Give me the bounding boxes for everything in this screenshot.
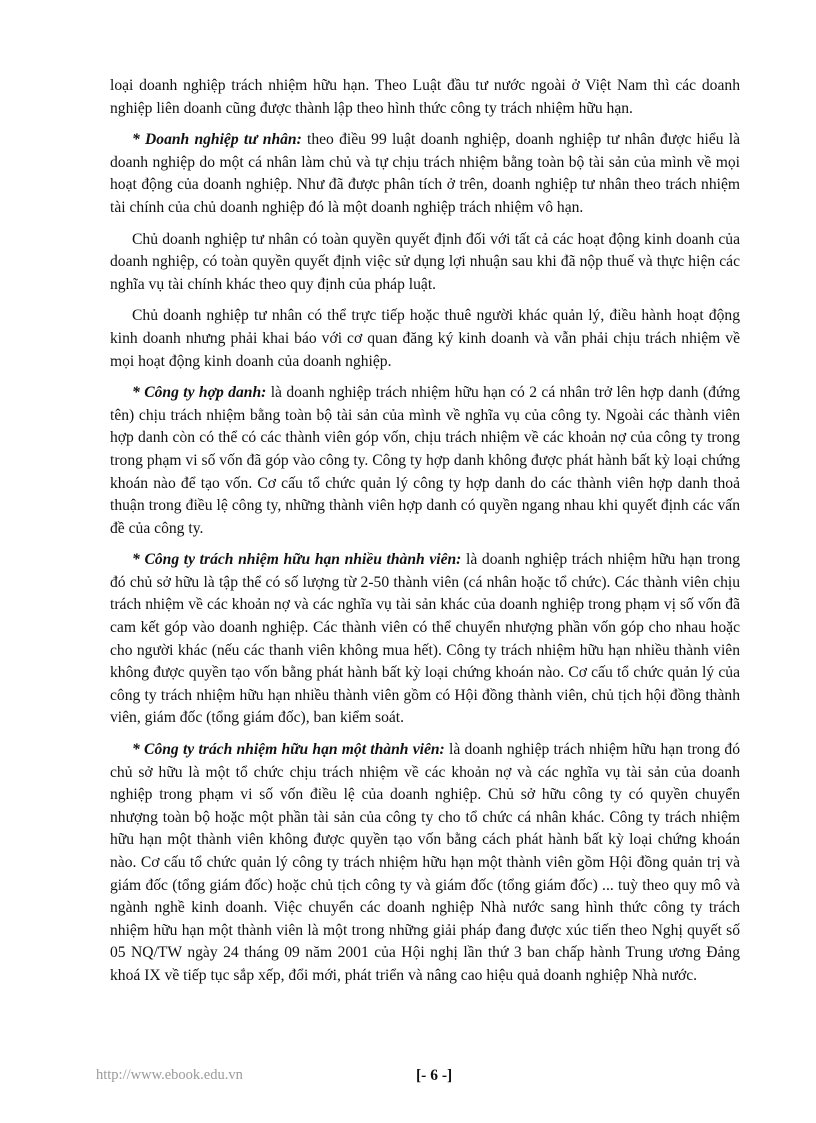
paragraph-cong-ty-hop-danh [110,382,740,540]
paragraph-doanh-nghiep-tu-nhan [110,129,740,219]
paragraph-text: loại doanh nghiệp trách nhiệm hữu hạn. Theo Luật đầu tư nước ngoài ở Việt Nam thì các doanh nghiệp liên doanh cũng được thành lập theo hình thức công ty trách nhiệm hữu hạn. [110,77,740,117]
paragraph-lead: * Công ty hợp danh: [132,384,267,402]
footer-url[interactable]: http://www.ebook.edu.vn [96,1067,243,1083]
paragraph-text: là doanh nghiệp trách nhiệm hữu hạn trong đó chủ sở hữu là một tổ chức chịu trách nhiệm về các khoản nợ và các nghĩa vụ tài sản của doanh nghiệp trong phạm vi số vốn điều lệ của doanh nghiệp. Chủ sở hữu công ty có quyền chuyển nhượng toàn bộ hoặc một phần tài sản của công ty cho tổ chức cá nhân khác. Công ty trách nhiệm hữu hạn một thành viên không được quyền tạo vốn bằng cách phát hành bất kỳ loại chứng khoán nào. Cơ cấu tổ chức quản lý công ty trách nhiệm hữu hạn một thành viên gồm Hội đồng quản trị và giám đốc (tổng giám đốc) hoặc chủ tịch công ty và giám đốc (tổng giám đốc) ... tuỳ theo quy mô và ngành nghề kinh doanh. Việc chuyển các doanh nghiệp Nhà nước sang hình thức công ty trách nhiệm hữu hạn một thành viên là một trong những giải pháp đang được xúc tiến theo Nghị quyết số 05 NQ/TW ngày 24 tháng 09 năm 2001 của Hội nghị lần thứ 3 ban chấp hành Trung ương Đảng khoá IX về tiếp tục sắp xếp, đổi mới, phát triển và nâng cao hiệu quả doanh nghiệp Nhà nước. [110,741,740,984]
paragraph-owner-rights [110,229,740,297]
paragraph-text: theo điều 99 luật doanh nghiệp, doanh nghiệp tư nhân được hiểu là doanh nghiệp do một cá nhân làm chủ và tự chịu trách nhiệm bằng toàn bộ tài sản của mình về mọi hoạt động của doanh nghiệp. Như đã được phân tích ở trên, doanh nghiệp tư nhân theo trách nhiệm tài chính của chủ doanh nghiệp đó là một doanh nghiệp trách nhiệm vô hạn. [110,131,740,216]
page-number: [- 6 -] [416,1067,453,1084]
paragraph-lead: * Công ty trách nhiệm hữu hạn nhiều thành viên: [132,551,462,569]
paragraph-text: Chủ doanh nghiệp tư nhân có thể trực tiếp hoặc thuê người khác quản lý, điều hành hoạt động kinh doanh nhưng phải khai báo với cơ quan đăng ký kinh doanh và vẫn phải chịu trách nhiệm về mọi hoạt động kinh doanh của doanh nghiệp. [110,307,740,370]
paragraph-text: là doanh nghiệp trách nhiệm hữu hạn trong đó chủ sở hữu là tập thể có số lượng từ 2-50 thành viên (cá nhân hoặc tổ chức). Các thành viên chịu trách nhiệm về các khoản nợ và các nghĩa vụ tài sản khác của doanh nghiệp trong phạm vị số vốn đã cam kết góp vào doanh nghiệp. Các thành viên có thể chuyển nhượng phần vốn góp cho nhau hoặc cho người khác (nếu các thanh viên không mua hết). Công ty trách nhiệm hữu hạn nhiều thành viên không được quyền tạo vốn bằng phát hành bất kỳ loại chứng khoán nào. Cơ cấu tổ chức quản lý của công ty trách nhiệm hữu hạn nhiều thành viên gồm có Hội đồng thành viên, chủ tịch hội đồng thành viên, giám đốc (tổng giám đốc), ban kiểm soát. [110,551,740,727]
paragraph-tnhh-mot-thanh-vien [110,739,740,988]
document-body [110,75,740,997]
paragraph-lead: * Công ty trách nhiệm hữu hạn một thành viên: [132,741,445,759]
page-footer [96,1067,736,1091]
paragraph-owner-management [110,305,740,373]
paragraph-lead: * Doanh nghiệp tư nhân: [132,131,302,149]
paragraph-continuation [110,75,740,120]
paragraph-text: là doanh nghiệp trách nhiệm hữu hạn có 2 cá nhân trở lên hợp danh (đứng tên) chịu trách nhiệm bằng toàn bộ tài sản của mình về nghĩa vụ của công ty. Ngoài các thành viên hợp danh còn có thể có các thành viên góp vốn, chịu trách nhiệm về các khoản nợ của công ty trong trong phạm vi số vốn đã góp vào công ty. Công ty hợp danh không được phát hành bất kỳ loại chứng khoán nào để tạo vốn. Cơ cấu tổ chức quản lý công ty hợp danh do các thành viên hợp danh thoả thuận trong điều lệ công ty, những thành viên hợp danh có quyền ngang nhau khi quyết định các vấn đề của công ty. [110,384,740,537]
paragraph-tnhh-nhieu-thanh-vien [110,549,740,730]
paragraph-text: Chủ doanh nghiệp tư nhân có toàn quyền quyết định đối với tất cả các hoạt động kinh doanh của doanh nghiệp, có toàn quyền quyết định việc sử dụng lợi nhuận sau khi đã nộp thuế và thực hiện các nghĩa vụ tài chính khác theo quy định của pháp luật. [110,230,740,293]
